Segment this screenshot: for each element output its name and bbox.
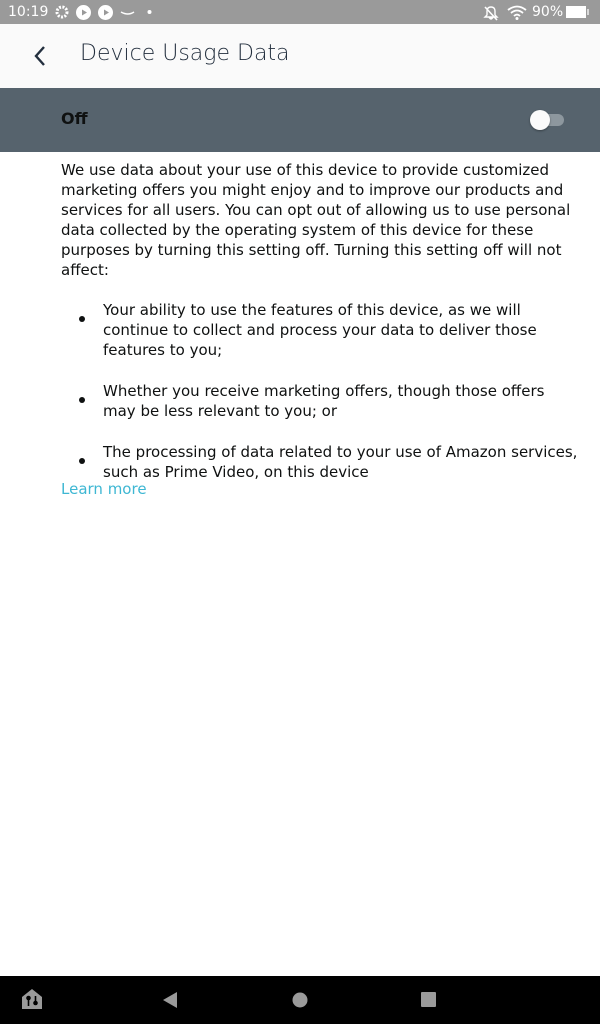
play-icon [98,5,113,20]
amazon-smile-icon [120,5,136,19]
list-item [61,300,581,360]
battery-percent: 90% [532,4,564,20]
bullet-list [61,300,581,482]
status-time: 10:19 [8,4,49,20]
list-item-text: Your ability to use the features of this device, as we will continue to collect and process your data to deliver those features to you; [103,301,537,359]
bullet-icon [79,458,85,464]
navigation-bar [0,976,600,1024]
list-item-text: Whether you receive marketing offers, though those offers may be less relevant to you; or [103,382,545,420]
intro-paragraph: We use data about your use of this device to provide customized marketing offers you might enjoy and to improve our products and services for all users. You can opt out of allowing us to use personal data collected by the operating system of this device for these purposes by turning this setting off. Turning this setting off will not affect: [61,161,571,279]
battery-icon [566,6,590,18]
setting-toggle-row[interactable] [0,88,600,152]
status-bar [0,0,600,24]
recents-icon[interactable] [421,992,436,1007]
kids-home-icon[interactable] [21,988,43,1010]
description-content [61,160,581,503]
back-icon[interactable] [162,991,178,1009]
play-icon [76,5,91,20]
device-usage-toggle[interactable] [530,109,564,131]
bullet-icon [79,316,85,322]
dot-icon [147,5,152,19]
home-icon[interactable] [292,992,308,1008]
toggle-state-label: Off [61,109,88,128]
app-bar [0,24,600,88]
bullet-icon [79,397,85,403]
page-title: Device Usage Data [80,41,290,66]
back-arrow-icon[interactable] [28,42,54,70]
wifi-icon [507,5,527,20]
learn-more-link[interactable]: Learn more [61,480,147,498]
toggle-thumb [530,110,550,130]
list-item-text: The processing of data related to your use of Amazon services, such as Prime Video, on this device [103,443,578,481]
list-item [61,381,581,421]
list-item [61,442,581,482]
notifications-off-icon [483,5,499,21]
settings-icon [55,5,69,19]
